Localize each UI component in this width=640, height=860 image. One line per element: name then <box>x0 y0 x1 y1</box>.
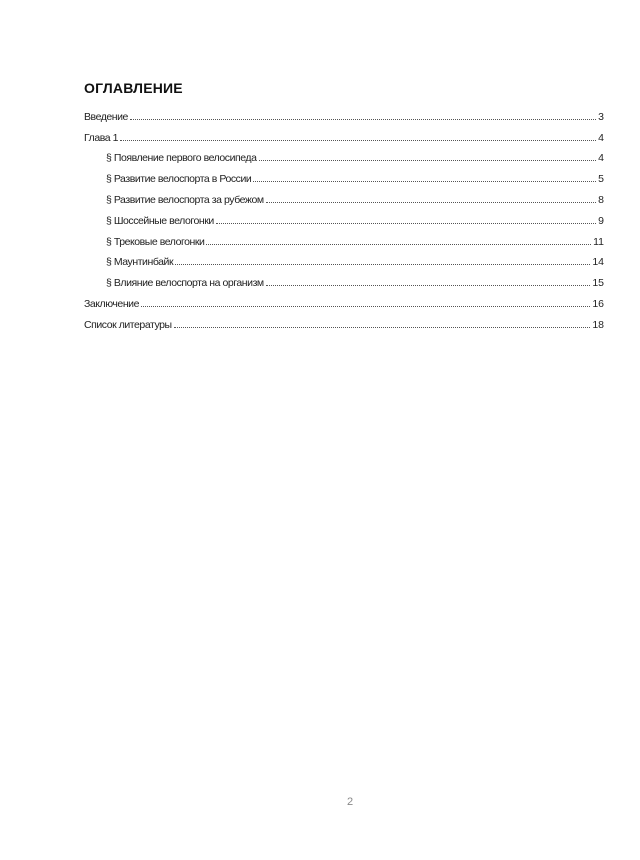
dot-leader <box>206 244 591 245</box>
toc-entry-page: 14 <box>592 256 604 269</box>
toc-entry-introduction[interactable] <box>84 102 604 123</box>
toc-entry-bibliography[interactable] <box>84 310 604 331</box>
dot-leader <box>259 160 597 161</box>
dot-leader <box>174 327 591 328</box>
toc-entry-health-impact[interactable] <box>84 268 604 289</box>
dot-leader <box>253 181 596 182</box>
toc-entry-mountain-bike[interactable] <box>84 248 604 269</box>
toc-entry-page: 5 <box>598 173 604 186</box>
toc-entry-cycling-russia[interactable] <box>84 164 604 185</box>
dot-leader <box>266 285 591 286</box>
toc-entry-label: § Трековые велогонки <box>106 235 205 248</box>
toc-entry-page: 9 <box>598 214 604 227</box>
toc-entry-track-racing[interactable] <box>84 227 604 248</box>
toc-entry-cycling-abroad[interactable] <box>84 185 604 206</box>
toc-entry-label: Список литературы <box>84 318 172 331</box>
toc-entry-page: 15 <box>592 277 604 290</box>
toc-entry-label: § Шоссейные велогонки <box>106 214 214 227</box>
dot-leader <box>130 119 596 120</box>
dot-leader <box>266 202 597 203</box>
dot-leader <box>175 264 590 265</box>
toc-entry-conclusion[interactable] <box>84 289 604 310</box>
toc-entry-label: § Влияние велоспорта на организм <box>106 277 264 290</box>
toc-entry-label: § Развитие велоспорта в России <box>106 173 252 186</box>
toc-entry-label: Введение <box>84 110 128 123</box>
toc-entry-chapter-1[interactable] <box>84 123 604 144</box>
toc-entry-page: 3 <box>598 110 604 123</box>
toc-entry-page: 11 <box>593 235 604 248</box>
toc-entry-road-racing[interactable] <box>84 206 604 227</box>
toc-entry-first-bicycle[interactable] <box>84 144 604 165</box>
toc-entry-page: 8 <box>598 193 604 206</box>
toc-entry-label: § Развитие велоспорта за рубежом <box>106 193 264 206</box>
toc-entry-page: 18 <box>592 318 604 331</box>
toc-entry-page: 16 <box>592 297 604 310</box>
toc-entry-label: Глава 1 <box>84 131 118 144</box>
toc-list <box>84 102 604 331</box>
toc-entry-page: 4 <box>598 131 604 144</box>
dot-leader <box>141 306 590 307</box>
page-number: 2 <box>346 796 354 808</box>
toc-entry-label: Заключение <box>84 297 139 310</box>
toc-entry-page: 4 <box>598 152 604 165</box>
toc-entry-label: § Появление первого велосипеда <box>106 152 257 165</box>
dot-leader <box>120 140 596 141</box>
dot-leader <box>216 223 596 224</box>
toc-entry-label: § Маунтинбайк <box>106 256 174 269</box>
toc-title: ОГЛАВЛЕНИЕ <box>84 80 183 96</box>
